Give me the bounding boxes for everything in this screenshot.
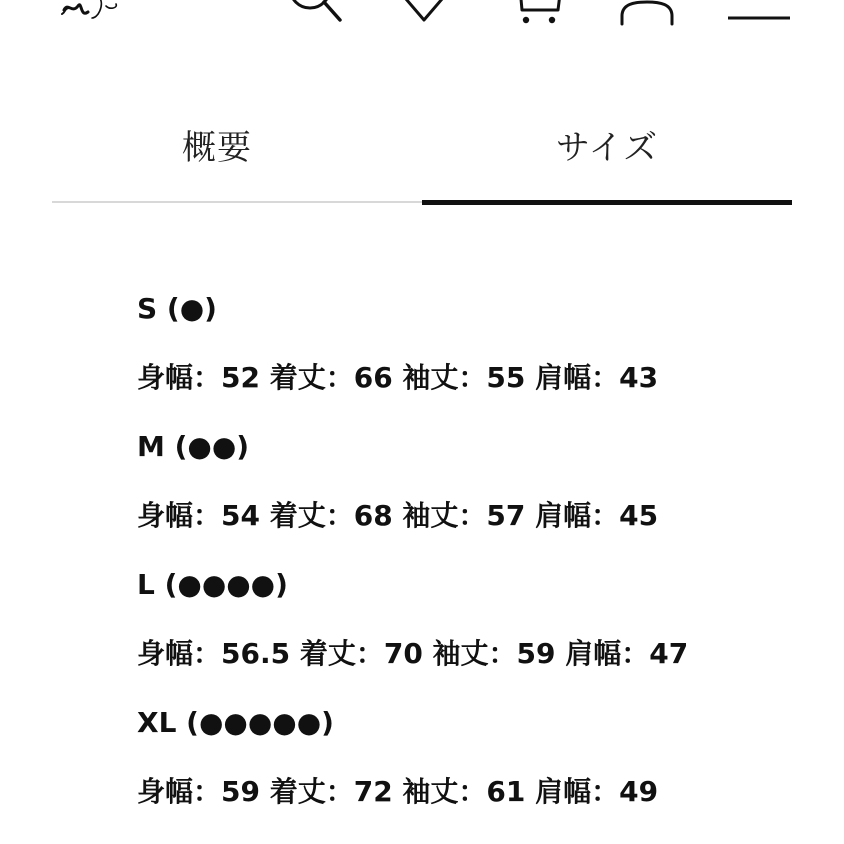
tab-size-label: サイズ <box>555 128 659 168</box>
size-measurements-m: 身幅：54 着丈：68 袖丈：57 肩幅：45 <box>137 499 659 532</box>
active-tab-indicator <box>422 200 792 205</box>
size-label-s: S (●) <box>137 292 217 325</box>
menu-icon[interactable] <box>728 0 790 22</box>
heart-icon[interactable] <box>396 0 452 26</box>
cart-icon[interactable] <box>512 0 564 26</box>
search-icon[interactable] <box>280 0 346 30</box>
size-label-l: L (●●●●) <box>137 568 288 601</box>
brand-logo[interactable] <box>58 0 168 24</box>
tab-overview-label: 概要 <box>182 128 252 168</box>
site-header <box>0 0 844 40</box>
size-label-xl: XL (●●●●●) <box>137 706 334 739</box>
product-tabs <box>52 100 792 206</box>
tab-overview[interactable] <box>52 100 422 206</box>
size-label-m: M (●●) <box>137 430 250 463</box>
user-icon[interactable] <box>618 0 676 26</box>
size-measurements-xl: 身幅：59 着丈：72 袖丈：61 肩幅：49 <box>137 775 659 808</box>
tab-size[interactable] <box>422 100 792 206</box>
size-measurements-s: 身幅：52 着丈：66 袖丈：55 肩幅：43 <box>137 361 659 394</box>
size-measurements-l: 身幅：56.5 着丈：70 袖丈：59 肩幅：47 <box>137 637 689 670</box>
size-info <box>137 290 717 842</box>
